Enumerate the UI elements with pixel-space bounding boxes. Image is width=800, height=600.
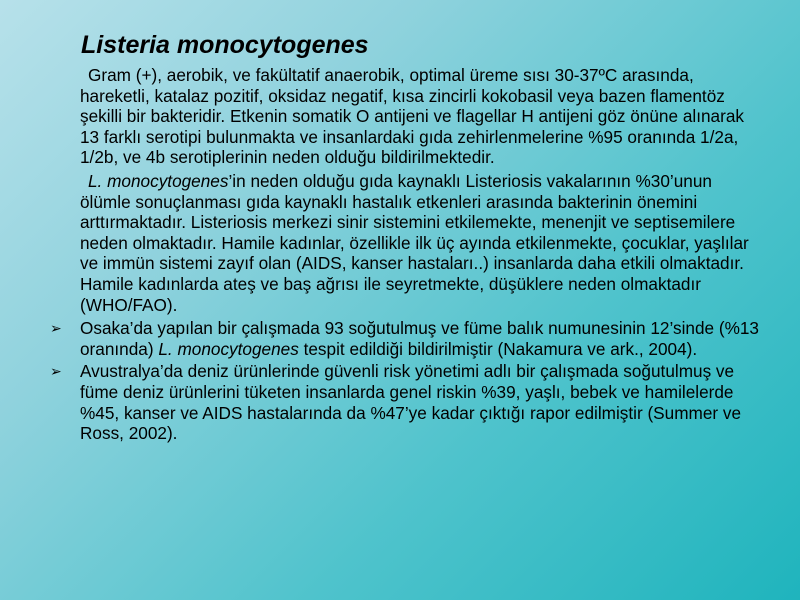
paragraph-listeriosis-text: ’in neden olduğu gıda kaynaklı Listeriosis vakalarının %30’unun ölümle sonuçlanması gıda kaynaklı hastalık etkenleri arasında bakterinin önemini arttırmaktadır. Listeriosis merkezi sinir sistemini etkilemekte, menenjit ve septisemilere neden olmaktadır. Hamile kadınlar, özellikle ilk üç ayında etkilenmekte, çocuklar, yaşlılar ve immün sistemi zayıf olan (AIDS, kanser hastaları..) insanlarda daha etkili olmaktadır. Hamile kadınlarda ateş ve baş ağrısı ile seyretmekte, düşüklere neden olmaktadır (WHO/FAO).: [80, 170, 749, 315]
paragraph-description: [80, 65, 762, 168]
bullet-item-osaka: [50, 318, 762, 359]
paragraph-listeriosis: [80, 171, 762, 315]
bullet-item-australia: [50, 361, 762, 443]
paragraph-description-text: Gram (+), aerobik, ve fakültatif anaerobik, optimal üreme sısı 30-37ºC arasında, hareketli, katalaz pozitif, oksidaz negatif, kısa zincirli kokobasil veya bazen flamentöz şekilli bir bakteridir. Etkenin somatik O antijeni ve flagellar H antijeni göz önüne alınarak 13 farklı serotipi bulunmakta ve insanlardaki gıda zehirlenmelerine %95 oranında 1/2a, 1/2b, ve 4b serotiplerinin neden olduğu bildirilmektedir.: [80, 65, 744, 168]
species-name: L. monocytogenes: [88, 170, 229, 191]
bullet-osaka-text-after: tespit edildiği bildirilmiştir (Nakamura ve ark., 2004).: [298, 338, 698, 359]
bullet-australia-text: Avustralya’da deniz ürünlerinde güvenli risk yönetimi adlı bir çalışmada soğutulmuş ve füme deniz ürünlerini tüketen insanlarda genel riskin %39, yaşlı, bebek ve hamilelerde %45, kanser ve AIDS hastalarında da %47’ye kadar çıktığı rapor edilmiştir (Summer ve Ross, 2002).: [80, 361, 742, 444]
slide-content: [50, 30, 762, 446]
arrow-bullet-icon: ➢: [50, 363, 62, 380]
species-name: L. monocytogenes: [158, 338, 299, 359]
arrow-bullet-icon: ➢: [50, 320, 62, 337]
bullet-osaka-text-before: Osaka’da yapılan bir çalışmada 93 soğutulmuş ve füme balık numunesinin 12’sinde (%13 oranında): [80, 318, 759, 359]
slide-title: Listeria monocytogenes: [81, 31, 369, 59]
